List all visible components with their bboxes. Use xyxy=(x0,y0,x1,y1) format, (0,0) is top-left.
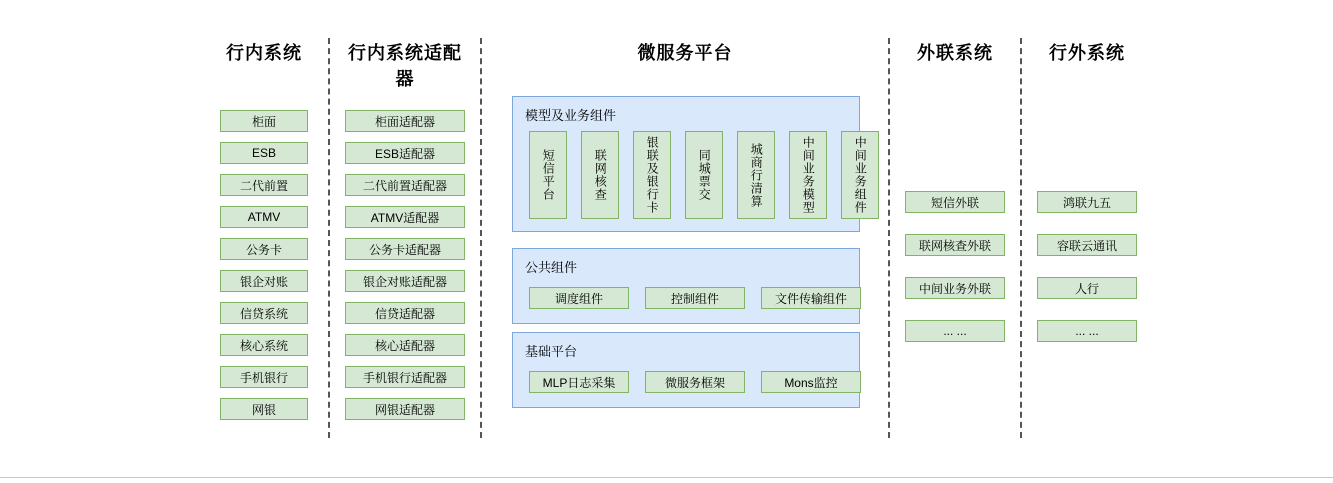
node-adapter-9[interactable]: 手机银行适配器 xyxy=(345,366,465,388)
column-external-systems xyxy=(1032,40,1142,352)
node-row-common-components xyxy=(529,287,861,309)
node-row-base-platform xyxy=(529,371,861,393)
vertical-node-row-model-business xyxy=(529,131,879,219)
node-internal-4[interactable]: ATMV xyxy=(220,206,308,228)
column-title-internal-adapters: 行内系统适配器 xyxy=(348,43,462,89)
column-title-external-systems: 行外系统 xyxy=(1049,43,1125,63)
node-external-1[interactable]: 鸿联九五 xyxy=(1037,191,1137,213)
bottom-divider xyxy=(0,477,1333,478)
node-common-1[interactable]: 调度组件 xyxy=(529,287,629,309)
node-base-3[interactable]: Mons监控 xyxy=(761,371,861,393)
node-adapter-2[interactable]: ESB适配器 xyxy=(345,142,465,164)
node-external-link-3[interactable]: 中间业务外联 xyxy=(905,277,1005,299)
node-internal-1[interactable]: 柜面 xyxy=(220,110,308,132)
node-stack-internal-adapters xyxy=(340,110,470,420)
node-stack-internal-systems xyxy=(204,110,324,420)
node-common-2[interactable]: 控制组件 xyxy=(645,287,745,309)
group-title-base-platform: 基础平台 xyxy=(525,344,578,359)
node-adapter-6[interactable]: 银企对账适配器 xyxy=(345,270,465,292)
node-model-2[interactable]: 联网核查 xyxy=(581,131,619,219)
node-internal-2[interactable]: ESB xyxy=(220,142,308,164)
node-external-link-1[interactable]: 短信外联 xyxy=(905,191,1005,213)
node-external-link-2[interactable]: 联网核查外联 xyxy=(905,234,1005,256)
column-separator-1 xyxy=(328,38,330,438)
node-base-2[interactable]: 微服务框架 xyxy=(645,371,745,393)
column-separator-3 xyxy=(888,38,890,438)
node-model-5[interactable]: 城商行清算 xyxy=(737,131,775,219)
node-model-6[interactable]: 中间业务模型 xyxy=(789,131,827,219)
node-stack-external-link xyxy=(900,191,1010,342)
node-internal-9[interactable]: 手机银行 xyxy=(220,366,308,388)
group-title-model-business-components: 模型及业务组件 xyxy=(525,108,617,123)
node-internal-7[interactable]: 信贷系统 xyxy=(220,302,308,324)
node-adapter-5[interactable]: 公务卡适配器 xyxy=(345,238,465,260)
column-title-microservice-platform: 微服务平台 xyxy=(637,43,733,63)
group-base-platform xyxy=(512,332,860,408)
node-model-7[interactable]: 中间业务组件 xyxy=(841,131,879,219)
node-adapter-7[interactable]: 信贷适配器 xyxy=(345,302,465,324)
node-internal-5[interactable]: 公务卡 xyxy=(220,238,308,260)
column-title-external-link-systems: 外联系统 xyxy=(917,43,993,63)
node-adapter-10[interactable]: 网银适配器 xyxy=(345,398,465,420)
node-model-1[interactable]: 短信平台 xyxy=(529,131,567,219)
group-model-business-components xyxy=(512,96,868,232)
node-base-1[interactable]: MLP日志采集 xyxy=(529,371,629,393)
node-internal-3[interactable]: 二代前置 xyxy=(220,174,308,196)
node-model-3[interactable]: 银联及银行卡 xyxy=(633,131,671,219)
group-title-common-components: 公共组件 xyxy=(525,260,578,275)
column-external-link-systems xyxy=(900,40,1010,352)
node-external-3[interactable]: 人行 xyxy=(1037,277,1137,299)
node-adapter-8[interactable]: 核心适配器 xyxy=(345,334,465,356)
node-model-4[interactable]: 同城票交 xyxy=(685,131,723,219)
column-internal-adapters xyxy=(340,40,470,430)
column-microservice-platform xyxy=(500,40,870,66)
node-internal-8[interactable]: 核心系统 xyxy=(220,334,308,356)
node-adapter-3[interactable]: 二代前置适配器 xyxy=(345,174,465,196)
column-separator-4 xyxy=(1020,38,1022,438)
node-adapter-4[interactable]: ATMV适配器 xyxy=(345,206,465,228)
node-external-link-4[interactable]: ... ... xyxy=(905,320,1005,342)
column-separator-2 xyxy=(480,38,482,438)
node-common-3[interactable]: 文件传输组件 xyxy=(761,287,861,309)
column-internal-systems xyxy=(204,40,324,430)
node-stack-external xyxy=(1032,191,1142,342)
node-external-2[interactable]: 容联云通讯 xyxy=(1037,234,1137,256)
node-adapter-1[interactable]: 柜面适配器 xyxy=(345,110,465,132)
node-internal-10[interactable]: 网银 xyxy=(220,398,308,420)
node-external-4[interactable]: ... ... xyxy=(1037,320,1137,342)
group-common-components xyxy=(512,248,860,324)
column-title-internal-systems: 行内系统 xyxy=(226,43,302,63)
node-internal-6[interactable]: 银企对账 xyxy=(220,270,308,292)
